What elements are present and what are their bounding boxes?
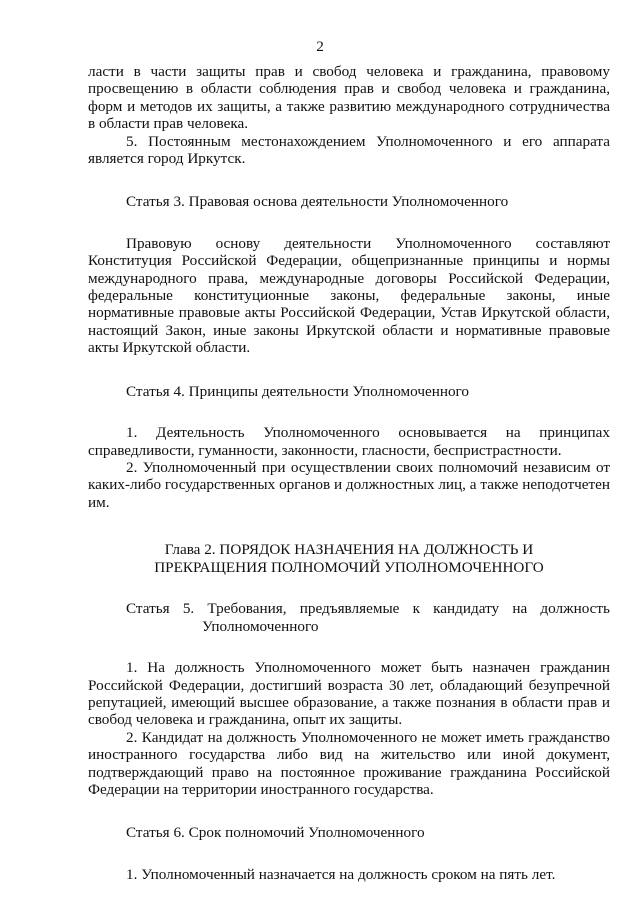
chapter-2-heading-line-1: Глава 2. ПОРЯДОК НАЗНАЧЕНИЯ НА ДОЛЖНОСТЬ И — [164, 541, 534, 559]
article-5-paragraph-2: 2. Кандидат на должность Уполномоченного не может иметь гражданство иностранного государства либо вид на жительство или иной документ, подтверждающий право на постоянное проживание гражданина Российской Федерации на территории иностранного государства. — [88, 728, 610, 798]
article-3-paragraph: Правовую основу деятельности Уполномоченного составляют Конституция Российской Федерации, общепризнанные принципы и нормы международного права, международные договоры Российской Федерации, федеральные конституционные законы, федеральные законы, иные нормативные правовые акты Российской Федерации, Устав Иркутской области, настоящий Закон, иные законы Иркутской области и нормативные правовые акты Иркутской области. — [88, 234, 610, 357]
article-4-heading: Статья 4. Принципы деятельности Уполномоченного — [126, 382, 470, 400]
article-6-heading: Статья 6. Срок полномочий Уполномоченного — [126, 824, 425, 842]
article-3-heading: Статья 3. Правовая основа деятельности Уполномоченного — [126, 193, 509, 211]
article-5-heading: Статья 5. Требования, предъявляемые к кандидату на должность Уполномоченного — [126, 600, 610, 635]
chapter-2-heading — [88, 541, 610, 576]
article-6-paragraph-1: 1. Уполномоченный назначается на должность сроком на пять лет. — [126, 865, 556, 883]
page-number: 2 — [316, 38, 324, 55]
article-4-paragraph-2: 2. Уполномоченный при осуществлении своих полномочий независим от каких-либо государственных органов и должностных лиц, а также неподотчетен им. — [88, 458, 610, 511]
chapter-2-heading-line-2: ПРЕКРАЩЕНИЯ ПОЛНОМОЧИЙ УПОЛНОМОЧЕННОГО — [154, 558, 544, 576]
paragraph-continuation: ласти в части защиты прав и свобод человека и гражданина, правовому просвещению в области соблюдения прав и свобод человека и гражданина, форм и методов их защиты, а также развитию международного сотрудничества в области прав человека. — [88, 63, 610, 133]
article-5-paragraph-1: 1. На должность Уполномоченного может быть назначен гражданин Российской Федерации, достигший возраста 30 лет, обладающий безупречной репутацией, имеющий высшее образование, а также познания в области прав и свобод человека и гражданина, опыт их защиты. — [88, 659, 610, 729]
paragraph-location: 5. Постоянным местонахождением Уполномоченного и его аппарата является город Иркутск. — [88, 132, 610, 168]
article-4-paragraph-1: 1. Деятельность Уполномоченного основывается на принципах справедливости, гуманности, законности, гласности, беспристрастности. — [88, 424, 610, 459]
document-body — [88, 63, 610, 883]
